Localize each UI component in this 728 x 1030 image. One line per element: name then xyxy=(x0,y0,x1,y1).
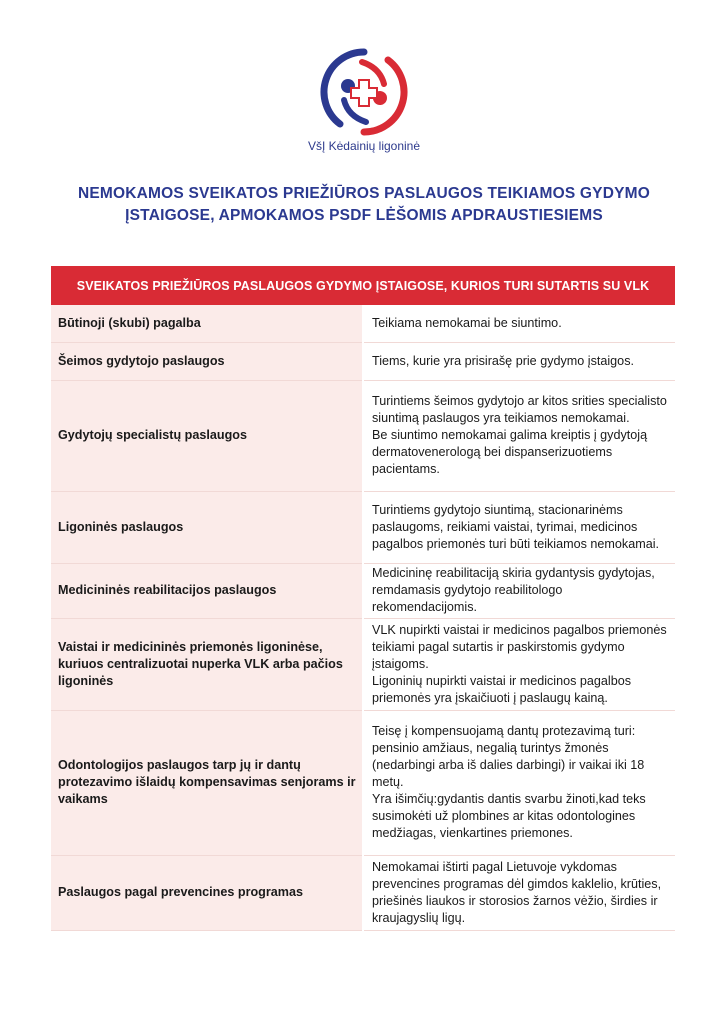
service-description: Turintiems gydytojo siuntimą, stacionarinėms paslaugoms, reikiami vaistai, tyrimai, medicinos pagalbos priemonės turi būti teikiamos nemokamai. xyxy=(363,491,675,563)
service-name: Gydytojų specialistų paslaugos xyxy=(51,380,363,491)
hospital-name: VšĮ Kėdainių ligoninė xyxy=(307,139,421,153)
service-name: Paslaugos pagal prevencines programas xyxy=(51,855,363,930)
service-name: Šeimos gydytojo paslaugos xyxy=(51,342,363,380)
table-row xyxy=(51,380,675,491)
service-name: Medicininės reabilitacijos paslaugos xyxy=(51,563,363,618)
table-row xyxy=(51,563,675,618)
page-title-line: ĮSTAIGOSE, APMOKAMOS PSDF LĖŠOMIS APDRAUSTIESIEMS xyxy=(125,207,603,224)
table-row xyxy=(51,305,675,342)
service-description: Nemokamai ištirti pagal Lietuvoje vykdomas prevencines programas dėl gimdos kaklelio, krūties, priešinės liaukos ir storosios žarnos vėžio, širdies ir kraujagyslių ligų. xyxy=(363,855,675,930)
table-header: SVEIKATOS PRIEŽIŪROS PASLAUGOS GYDYMO ĮSTAIGOSE, KURIOS TURI SUTARTIS SU VLK xyxy=(51,266,675,305)
service-description: Medicininę reabilitaciją skiria gydantysis gydytojas, remdamasis gydytojo reabilitologo rekomendacijomis. xyxy=(363,563,675,618)
table-row xyxy=(51,618,675,710)
table-row xyxy=(51,491,675,563)
description-paragraph: VLK nupirkti vaistai ir medicinos pagalbos priemonės teikiami pagal sutartis ir paskirstomis gydymo įstaigoms. Ligoninių nupirkti vaistai ir medicinos pagalbos priemonės yra įskaičiuoti į paslaugų kainą. xyxy=(372,622,667,705)
service-description: Teikiama nemokamai be siuntimo. xyxy=(363,305,675,342)
hospital-logo-icon xyxy=(318,46,410,138)
description-paragraph: Teisę į kompensuojamą dantų protezavimą turi: pensinio amžiaus, negalią turintys žmonės (nedarbingi arba iš dalies darbingi) ir vaikai iki 18 metų. Yra išimčių:gydantis dantis svarbu žinoti,kad teks susimokėti už plombines ar kitas odontologines medžiagas, vienkartines priemones. xyxy=(372,724,646,840)
description-paragraph: Turintiems šeimos gydytojo ar kitos srities specialisto siuntimą paslaugos yra teikiamos nemokamai. Be siuntimo nemokamai galima kreiptis į gydytoją dermatovenerologą bei dispanserizuotiems pacientams. xyxy=(372,394,667,476)
table-row xyxy=(51,342,675,380)
service-description xyxy=(363,380,675,491)
service-name: Ligoninės paslaugos xyxy=(51,491,363,563)
service-name: Odontologijos paslaugos tarp jų ir dantų protezavimo išlaidų kompensavimas senjorams ir vaikams xyxy=(51,710,363,855)
services-table xyxy=(51,266,675,931)
service-name: Būtinoji (skubi) pagalba xyxy=(51,305,363,342)
service-description xyxy=(363,710,675,855)
table-row xyxy=(51,710,675,855)
service-description xyxy=(363,618,675,710)
page-title xyxy=(40,183,688,227)
page-title-line: NEMOKAMOS SVEIKATOS PRIEŽIŪROS PASLAUGOS TEIKIAMOS GYDYMO xyxy=(77,185,651,202)
table-row xyxy=(51,855,675,930)
service-description: Tiems, kurie yra prisirašę prie gydymo įstaigos. xyxy=(363,342,675,380)
service-name: Vaistai ir medicininės priemonės ligoninėse, kuriuos centralizuotai nuperka VLK arba pačios ligoninės xyxy=(51,618,363,710)
